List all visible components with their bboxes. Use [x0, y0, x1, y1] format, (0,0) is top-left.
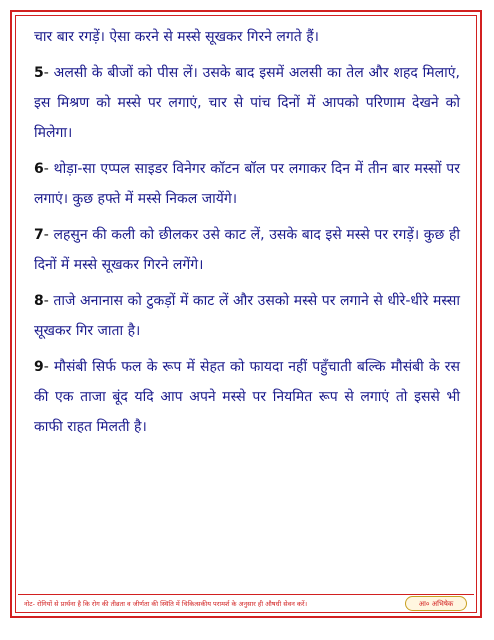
- list-item-7: [34, 220, 460, 280]
- item-text: मौसंबी सिर्फ फल के रूप में सेहत को फायदा नहीं पहुँचाती बल्कि मौसंबी के रस की एक ताजा बूंद यदि आप अपने मस्से पर नियमित रूप से लगाएं तो इससे भी काफी राहत मिलती है।: [34, 359, 460, 435]
- document-body: [34, 22, 460, 442]
- item-number: 7: [34, 227, 44, 243]
- item-text: ताजे अनानास को टुकड़ों में काट लें और उसको मस्से पर लगाने से धीरे-धीरे मस्सा सूखकर गिर जाता है।: [34, 293, 460, 339]
- item-text: लहसुन की कली को छीलकर उसे काट लें, उसके बाद इसे मस्से पर रगड़ें। कुछ ही दिनों में मस्से सूखकर गिरने लगेंगे।: [34, 227, 461, 273]
- paragraph-text: चार बार रगड़ें। ऐसा करने से मस्से सूखकर गिरने लगते हैं।: [34, 29, 319, 45]
- item-dash: -: [43, 227, 49, 243]
- item-text: अलसी के बीजों को पीस लें। उसके बाद इसमें अलसी का तेल और शहद मिलाएं, इस मिश्रण को मस्से पर लगाएं, चार से पांच दिनों में आपको परिणाम देखने को मिलेगा।: [34, 65, 460, 141]
- item-text: थोड़ा-सा एप्पल साइडर विनेगर कॉटन बॉल पर लगाकर दिन में तीन बार मस्सों पर लगाएं। कुछ हफ्ते में मस्से निकल जायेंगे।: [34, 161, 460, 207]
- footer-note: नोट- रोगियों से प्रार्थना है कि रोग की तीव्रता व जीर्णता की स्थिति में चिकित्सकीय परामर्श के अनुसार ही औषधी सेवन करें।: [24, 600, 308, 608]
- item-dash: -: [43, 65, 49, 81]
- list-item-6: [34, 154, 460, 214]
- item-number: 6: [34, 161, 44, 177]
- item-number: 5: [34, 65, 44, 81]
- item-dash: -: [43, 161, 49, 177]
- author-badge: आ० अभिषेक: [405, 596, 467, 611]
- item-number: 9: [34, 359, 44, 375]
- item-dash: -: [43, 293, 49, 309]
- list-item-5: [34, 58, 460, 148]
- item-dash: -: [43, 359, 49, 375]
- item-number: 8: [34, 293, 44, 309]
- footer-divider: [18, 594, 474, 595]
- paragraph-continuation: [34, 22, 460, 52]
- list-item-8: [34, 286, 460, 346]
- list-item-9: [34, 352, 460, 442]
